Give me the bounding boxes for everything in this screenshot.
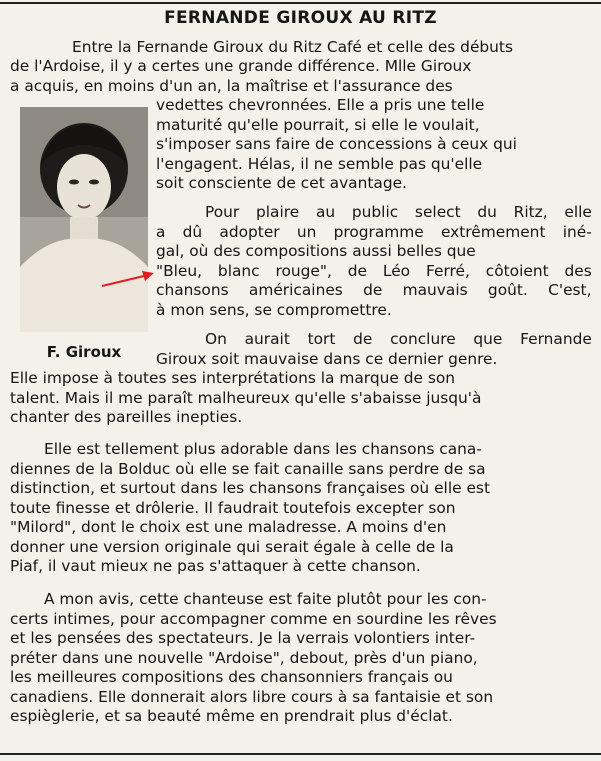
portrait-photo (20, 107, 148, 332)
portrait-image (20, 107, 148, 332)
text-line: diennes de la Bolduc où elle se fait canaille sans perdre de sa (10, 460, 486, 478)
text-line: canadiens. Elle donnerait alors libre cours à sa fantaisie et son (10, 688, 494, 706)
text-line: donner une version originale qui serait égale à celle de la (10, 538, 454, 556)
text-line: "Milord", dont le choix est une maladresse. A moins d'en (10, 518, 447, 536)
text-line: l'engagent. Hélas, il ne semble pas qu'elle (156, 155, 483, 173)
text-line: "Bleu, blanc rouge", de Léo Ferré, côtoient des (156, 262, 592, 280)
text-line: maturité qu'elle pourrait, si elle le voulait, (156, 116, 480, 134)
article-title: FERNANDE GIROUX AU RITZ (164, 8, 437, 28)
text-line: chansons américaines de mauvais goût. C'est, (156, 281, 592, 299)
text-line: talent. Mais il me paraît malheureux qu'elle s'abaisse jusqu'à (10, 389, 482, 407)
text-line: de l'Ardoise, il y a certes une grande différence. Mlle Giroux (10, 57, 472, 75)
text-line: à mon sens, se compromettre. (156, 301, 392, 319)
text-line: distinction, et surtout dans les chansons françaises où elle est (10, 479, 490, 497)
red-arrow-icon (100, 268, 156, 290)
text-line: toute finesse et drôlerie. Il faudrait toutefois excepter son (10, 499, 456, 517)
top-rule (0, 2, 601, 4)
text-line: Pour plaire au public select du Ritz, elle (205, 203, 592, 221)
text-line: soit consciente de cet avantage. (156, 174, 407, 192)
text-line: Elle impose à toutes ses interprétations la marque de son (10, 369, 456, 387)
text-line: Piaf, il vaut mieux ne pas s'attaquer à cette chanson. (10, 557, 421, 575)
photo-caption: F. Giroux (46, 343, 122, 361)
text-line: les meilleures compositions des chansonniers français ou (10, 668, 453, 686)
text-line: Giroux soit mauvaise dans ce dernier genre. (156, 350, 498, 368)
text-line: et les pensées des spectateurs. Je la verrais volontiers inter- (10, 629, 476, 647)
text-line: espièglerie, et sa beauté même en prendrait plus d'éclat. (10, 707, 453, 725)
text-line: s'imposer sans faire de concessions à ceux qui (156, 135, 517, 153)
text-line: gal, où des compositions aussi belles que (156, 242, 476, 260)
text-line: On aurait tort de conclure que Fernande (205, 330, 592, 348)
text-line: certs intimes, pour accompagner comme en sourdine les rêves (10, 610, 497, 628)
text-line: chanter des pareilles inepties. (10, 408, 243, 426)
text-line: vedettes chevronnées. Elle a pris une telle (156, 96, 485, 114)
text-line: a dû adopter un programme extrêmement iné- (156, 223, 592, 241)
text-line: Entre la Fernande Giroux du Ritz Café et celle des débuts (72, 38, 513, 56)
text-line: Elle est tellement plus adorable dans les chansons cana- (44, 440, 482, 458)
text-line: A mon avis, cette chanteuse est faite plutôt pour les con- (44, 590, 487, 608)
bottom-rule (0, 753, 601, 755)
text-line: préter dans une nouvelle "Ardoise", debout, près d'un piano, (10, 649, 478, 667)
text-line: a acquis, en moins d'un an, la maîtrise et l'assurance des (10, 77, 453, 95)
